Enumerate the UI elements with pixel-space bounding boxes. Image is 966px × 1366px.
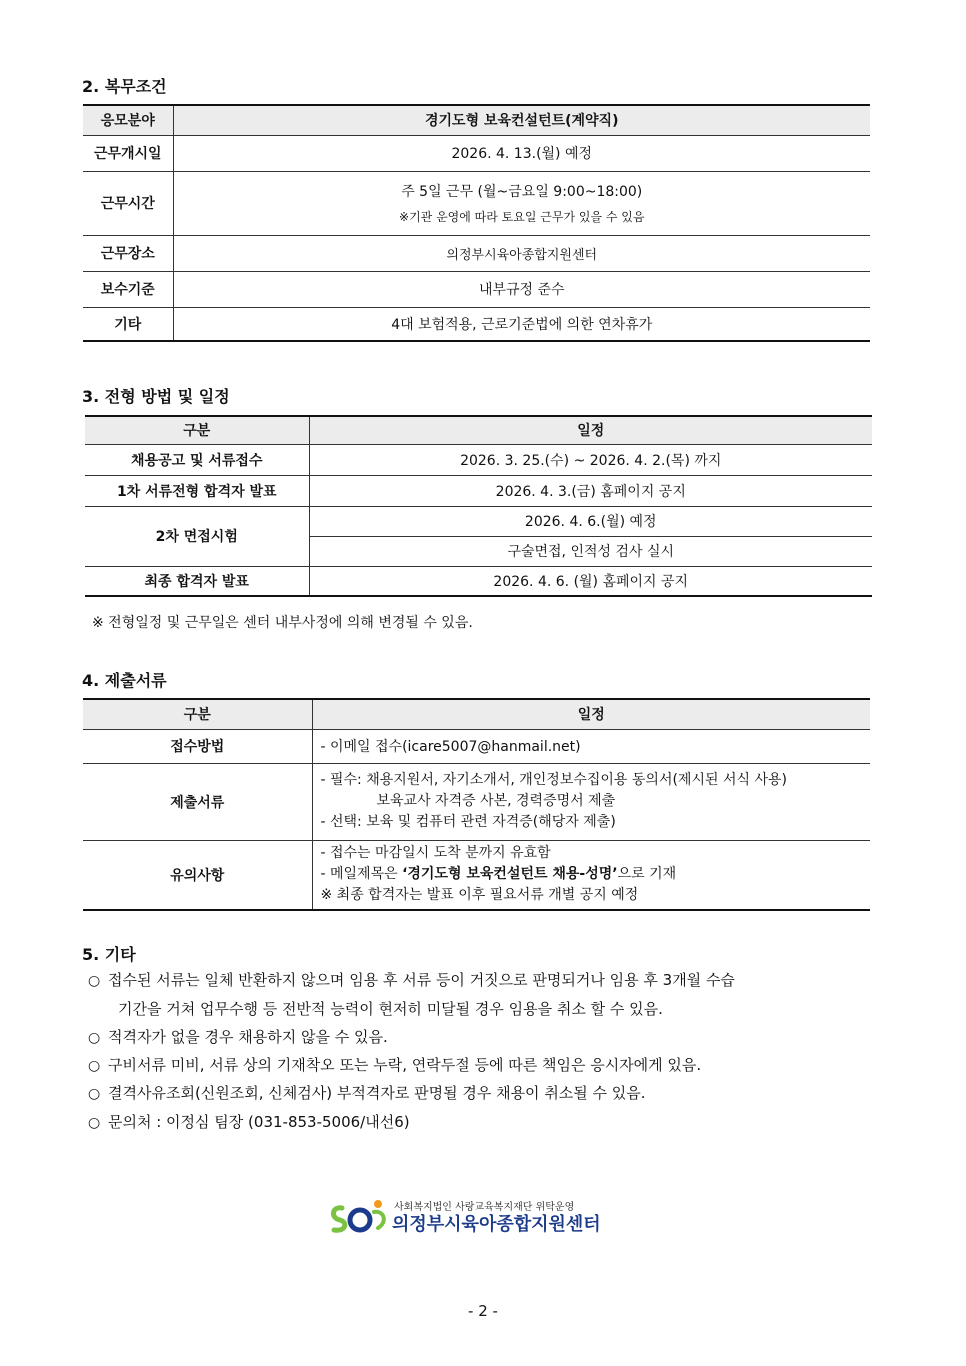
row-label: 유의사항 [83, 840, 312, 910]
row-label: 채용공고 및 서류접수 [85, 444, 309, 475]
row-value: 2026. 3. 25.(수) ~ 2026. 4. 2.(목) 까지 [309, 444, 872, 475]
row-value: 2026. 4. 3.(금) 홈페이지 공지 [309, 475, 872, 506]
logo-mark-icon [326, 1198, 390, 1238]
header-value: 경기도형 보육컨설턴트(계약직) [173, 105, 870, 135]
table-header-row [83, 105, 870, 135]
list-item [88, 966, 888, 1023]
bullet-icon: ○ [88, 1058, 101, 1074]
row-label: 근무시간 [83, 171, 173, 235]
bullet-icon: ○ [88, 1115, 101, 1131]
row-value: 2026. 4. 13.(월) 예정 [173, 135, 870, 171]
table-row [83, 171, 870, 235]
caution-line: - 접수는 마감일시 도착 분까지 유효함 [320, 845, 551, 862]
table-row [83, 763, 870, 840]
item-text-cont: 기간을 거쳐 업무수행 등 전반적 능력이 현저히 미달될 경우 임용을 취소 할 수 있음. [118, 1000, 663, 1018]
section2-title: 2. 복무조건 [82, 77, 167, 96]
schedule-note: ※ 전형일정 및 근무일은 센터 내부사정에 의해 변경될 수 있음. [92, 615, 473, 631]
row-label: 근무개시일 [83, 135, 173, 171]
row-label: 2차 면접시험 [85, 506, 309, 566]
item-text: 문의처 : 이정심 팀장 (031-853-5006/내선6) [108, 1113, 410, 1131]
header-category: 구분 [83, 699, 312, 729]
table-row [83, 135, 870, 171]
table-header-row [83, 699, 870, 729]
page-number: - 2 - [468, 1302, 498, 1320]
table-row [85, 475, 872, 506]
table-row [83, 271, 870, 307]
table-row [83, 235, 870, 271]
row-label: 근무장소 [83, 235, 173, 271]
row-value: 4대 보험적용, 근로기준법에 의한 연차휴가 [173, 307, 870, 341]
header-schedule: 일정 [312, 699, 870, 729]
row-value: 2026. 4. 6.(월) 예정 [309, 506, 872, 536]
caution-line: ※ 최종 합격자는 발표 이후 필요서류 개별 공지 예정 [320, 887, 639, 904]
table-row [83, 307, 870, 341]
table-row [85, 506, 872, 536]
table-row [83, 840, 870, 910]
table-row [83, 729, 870, 763]
documents-table [83, 698, 870, 911]
section5-title: 5. 기타 [82, 945, 136, 964]
logo-subtitle: 사회복지법인 사랑교육복지재단 위탁운영 [394, 1202, 575, 1213]
work-conditions-table [83, 104, 870, 342]
bullet-icon: ○ [88, 973, 101, 989]
work-hours: 주 5일 근무 (월~금요일 9:00~18:00) [401, 184, 643, 200]
row-value: - 이메일 접수(icare5007@hanmail.net) [312, 729, 870, 763]
row-label: 최종 합격자 발표 [85, 566, 309, 596]
item-text: 접수된 서류는 일체 반환하지 않으며 임용 후 서류 등이 거짓으로 판명되거나 임용 후 3개월 수습 [108, 971, 735, 989]
optional-docs: - 선택: 보육 및 컴퓨터 관련 자격증(해당자 제출) [320, 814, 616, 830]
section4-title: 4. 제출서류 [82, 671, 167, 690]
row-label: 접수방법 [83, 729, 312, 763]
row-value [312, 840, 870, 910]
caution-text: - 메일제목은 [320, 866, 403, 883]
row-value [312, 763, 870, 840]
list-item [88, 1023, 888, 1052]
required-docs-cont: 보육교사 자격증 사본, 경력증명서 제출 [376, 793, 616, 809]
header-schedule: 일정 [309, 416, 872, 444]
bullet-icon: ○ [88, 1030, 101, 1046]
row-value [173, 171, 870, 235]
table-header-row [85, 416, 872, 444]
caution-text: 으로 기재 [617, 866, 677, 883]
header-category: 구분 [85, 416, 309, 444]
row-value: 2026. 4. 6. (월) 홈페이지 공지 [309, 566, 872, 596]
item-text: 결격사유조회(신원조회, 신체검사) 부적격자로 판명될 경우 채용이 취소될 수 있음. [108, 1084, 646, 1102]
list-item [88, 1108, 888, 1137]
table-row [85, 566, 872, 596]
caution-emphasis: ‘경기도형 보육컨설턴트 채용-성명’ [402, 866, 618, 883]
section3-title: 3. 전형 방법 및 일정 [82, 387, 230, 406]
required-docs: - 필수: 채용지원서, 자기소개서, 개인정보수집이용 동의서(제시된 서식 사용) [320, 772, 787, 788]
row-value: 구술면접, 인적성 검사 실시 [309, 536, 872, 566]
row-label: 제출서류 [83, 763, 312, 840]
bullet-icon: ○ [88, 1086, 101, 1102]
schedule-table [85, 415, 872, 597]
item-text: 적격자가 없을 경우 채용하지 않을 수 있음. [108, 1028, 388, 1046]
logo-name: 의정부시육아종합지원센터 [392, 1214, 601, 1235]
row-label: 1차 서류전형 합격자 발표 [85, 475, 309, 506]
list-item [88, 1079, 888, 1108]
list-item [88, 1051, 888, 1080]
row-value: 내부규정 준수 [173, 271, 870, 307]
caution-line [321, 864, 865, 885]
row-value: 의정부시육아종합지원센터 [173, 235, 870, 271]
table-row [85, 444, 872, 475]
item-text: 구비서류 미비, 서류 상의 기재착오 또는 누락, 연락두절 등에 따른 책임은 응시자에게 있음. [108, 1056, 702, 1074]
row-label: 기타 [83, 307, 173, 341]
work-hours-note: ※기관 운영에 따라 토요일 근무가 있을 수 있음 [399, 210, 645, 224]
header-label: 응모분야 [83, 105, 173, 135]
center-logo [326, 1196, 646, 1238]
row-label: 보수기준 [83, 271, 173, 307]
